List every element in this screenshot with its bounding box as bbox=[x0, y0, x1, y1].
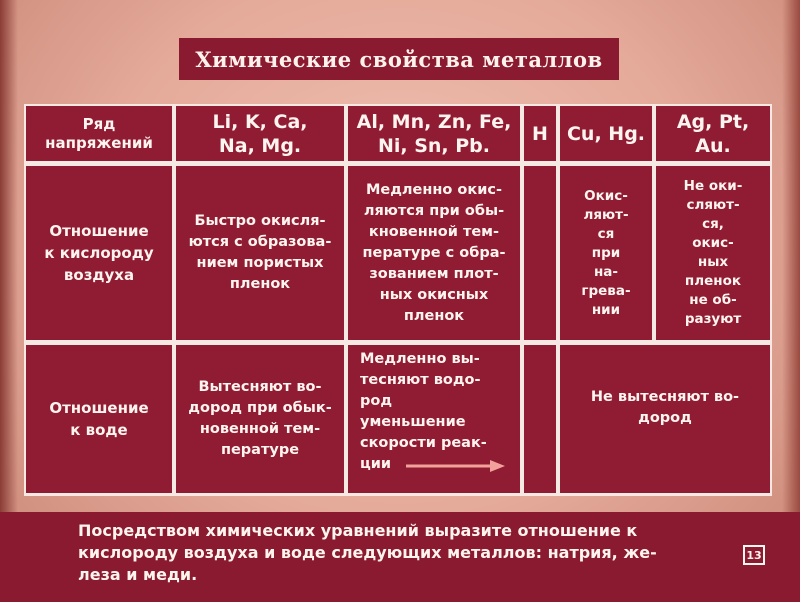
footer-task-text: Посредством химических уравнений выразите отношение к кислороду воздуха и воде следующих металлов: натрия, же- леза и меди. bbox=[78, 521, 657, 584]
cell-oxygen-al-group: Медленно окис- ляются при обы- кновенной тем- пературе с обра- зованием плот- ных окисных пленок bbox=[348, 166, 520, 340]
cell-water-hydrogen bbox=[524, 345, 556, 493]
cell-oxygen-ag-pt-au: Не оки- сляют- ся, окис- ных пленок не об- разуют bbox=[656, 166, 770, 340]
cell-water-cu-ag-group: Не вытесняют во- дород bbox=[560, 345, 770, 493]
cell-water-li-group: Вытесняют во- дород при обык- новенной тем- пературе bbox=[176, 345, 344, 493]
row-header-label: Ряд напряжений bbox=[26, 106, 172, 161]
row-label-oxygen: Отношение к кислороду воздуха bbox=[26, 166, 172, 340]
column-header-ag-pt-au: Ag, Pt, Au. bbox=[656, 106, 770, 161]
cell-oxygen-li-group: Быстро окисля- ются с образова- нием пористых пленок bbox=[176, 166, 344, 340]
row-label-water: Отношение к воде bbox=[26, 345, 172, 493]
column-header-cu-hg: Cu, Hg. bbox=[560, 106, 652, 161]
cell-oxygen-hydrogen bbox=[524, 166, 556, 340]
cell-oxygen-cu-hg: Окис- ляют- ся при на- грева- нии bbox=[560, 166, 652, 340]
page-number-badge: 13 bbox=[743, 545, 765, 565]
cell-water-al-group: Медленно вы- тесняют водо- род уменьшение скорости реак- ции bbox=[348, 345, 520, 493]
slide-title: Химические свойства металлов bbox=[179, 38, 619, 80]
arrow-right-icon bbox=[406, 458, 506, 472]
column-header-hydrogen: H bbox=[524, 106, 556, 161]
column-header-li-group: Li, K, Ca, Na, Mg. bbox=[176, 106, 344, 161]
column-header-al-group: Al, Mn, Zn, Fe, Ni, Sn, Pb. bbox=[348, 106, 520, 161]
